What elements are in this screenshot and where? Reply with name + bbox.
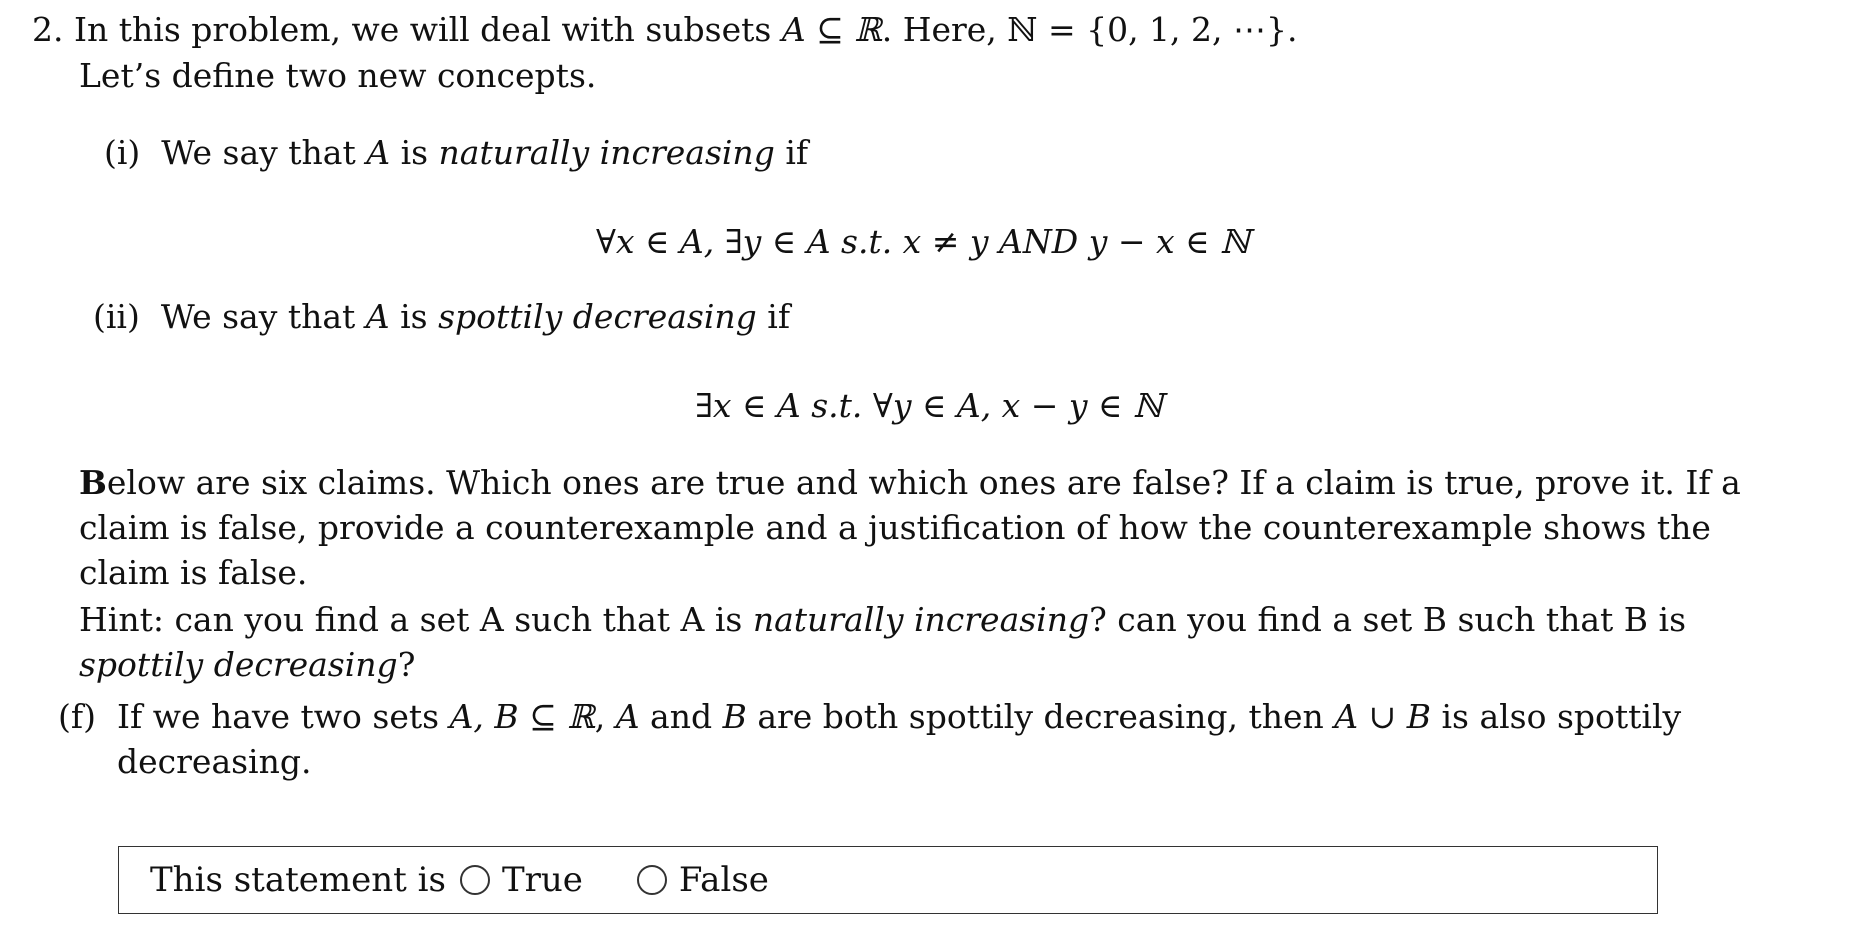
def1-label: (i) (104, 133, 141, 172)
naturals-math: ℕ = {0, 1, 2, ⋯} (1007, 10, 1288, 49)
claim-var-b: B (722, 697, 747, 736)
true-radio-button[interactable] (460, 865, 490, 895)
hint-text-a: Hint: can you find a set A such that A is (79, 600, 753, 639)
claim-line-2: decreasing. (117, 742, 312, 781)
false-option[interactable] (623, 858, 769, 902)
claim-sets-math: A, B ⊆ ℝ (449, 697, 595, 736)
answer-prompt: This statement is (150, 860, 446, 900)
claim-var-a: A (615, 697, 640, 736)
instructions-paragraph (79, 460, 1759, 595)
def2-text-c: if (756, 297, 791, 336)
def1-var: A (366, 133, 391, 172)
true-label[interactable]: True (501, 860, 583, 900)
def1-term: naturally increasing (438, 133, 775, 172)
hint-term-1: naturally increasing (752, 600, 1090, 639)
claim-f-line (58, 697, 1681, 737)
intro-text-c: . (1287, 10, 1298, 49)
def2-formula: ∃x ∈ A s.t. ∀y ∈ A, x − y ∈ ℕ (695, 386, 1164, 425)
def1-text-a: We say that (161, 133, 367, 172)
intro-text-b: . Here, (881, 10, 1008, 49)
problem-intro-line (32, 10, 1298, 50)
hint-text-c: ? (397, 645, 416, 684)
def2-label: (ii) (93, 297, 140, 336)
def2-text-a: We say that (160, 297, 366, 336)
def1-text-b: is (390, 133, 439, 172)
claim-text-d: are both spottily decreasing, then (746, 697, 1335, 736)
instructions-first-letter: B (79, 463, 107, 502)
def2-term: spottily decreasing (438, 297, 757, 336)
def2-var: A (365, 297, 390, 336)
def2-text-b: is (389, 297, 439, 336)
hint-text-b: ? can you find a set B such that B is (1089, 600, 1687, 639)
intro-text-a: In this problem, we will deal with subsets (74, 10, 782, 49)
claim-text-b: , (594, 697, 616, 736)
false-label[interactable]: False (678, 860, 769, 900)
claim-text-e: is also spottily (1430, 697, 1682, 736)
true-option[interactable] (446, 858, 583, 902)
intro-line-2: Let’s define two new concepts. (79, 56, 597, 95)
def1-formula: ∀x ∈ A, ∃y ∈ A s.t. x ≠ y AND y − x ∈ ℕ (596, 222, 1251, 261)
instructions-body: elow are six claims. Which ones are true and which ones are false? If a claim is true, prove it. If a claim is false, provide a counterexample and a justification of how the counterexample shows the claim is false. (79, 463, 1741, 592)
definition-2-line (93, 297, 790, 337)
claim-text-c: and (639, 697, 723, 736)
claim-union-math: A ∪ B (1334, 697, 1431, 736)
hint-paragraph (79, 597, 1759, 687)
def1-text-c: if (774, 133, 809, 172)
answer-row (150, 858, 809, 902)
claim-label: (f) (58, 697, 96, 736)
hint-term-2: spottily decreasing (79, 645, 398, 684)
problem-number: 2. (32, 10, 64, 49)
definition-1-line (104, 133, 808, 173)
false-radio-button[interactable] (637, 865, 667, 895)
subset-math: A ⊆ ℝ (781, 10, 882, 49)
claim-text-a: If we have two sets (116, 697, 450, 736)
